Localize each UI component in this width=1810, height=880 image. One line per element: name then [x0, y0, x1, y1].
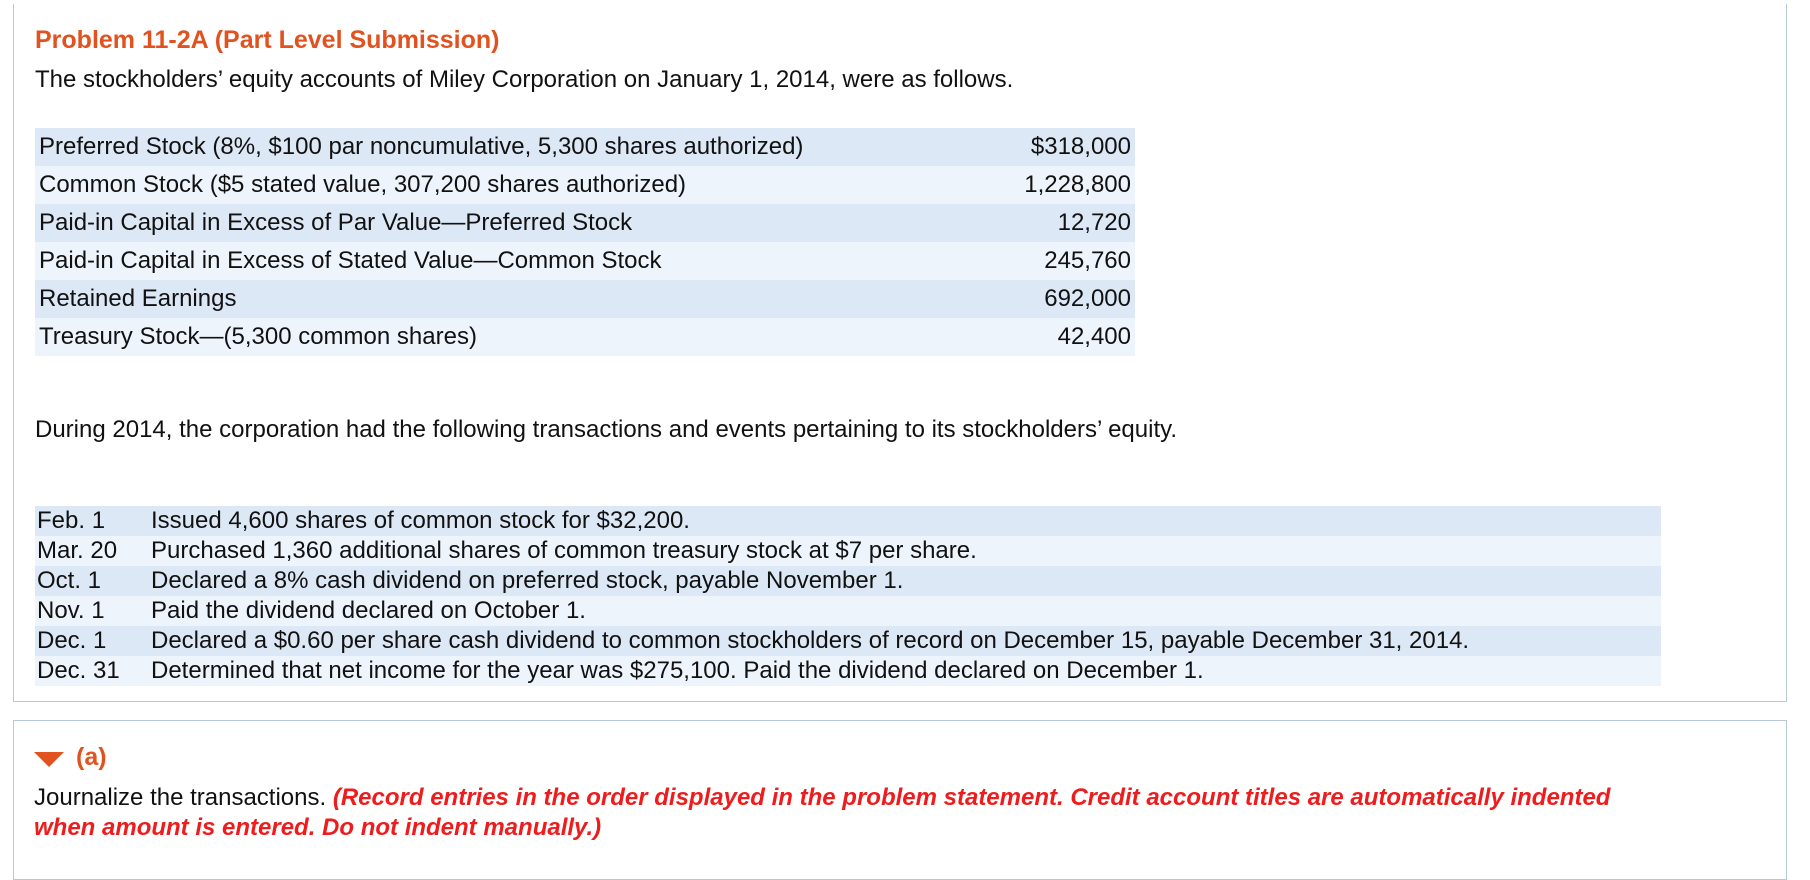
account-amount: 245,760: [993, 242, 1135, 280]
transaction-text: Declared a $0.60 per share cash dividend to common stockholders of record on December 15, payable December 31, 2014.: [149, 626, 1661, 656]
equity-accounts-table: [35, 128, 1135, 356]
account-amount: 12,720: [993, 204, 1135, 242]
transaction-date: Dec. 1: [35, 626, 149, 656]
table-row: [35, 506, 1661, 536]
transactions-table: [35, 506, 1661, 686]
instruction-text: Journalize the transactions.: [34, 784, 327, 811]
table-row: [35, 596, 1661, 626]
account-amount: 692,000: [993, 280, 1135, 318]
transaction-date: Oct. 1: [35, 566, 149, 596]
problem-panel: [13, 4, 1787, 702]
account-amount: $318,000: [993, 128, 1135, 166]
transaction-text: Paid the dividend declared on October 1.: [149, 596, 1661, 626]
transaction-text: Purchased 1,360 additional shares of common treasury stock at $7 per share.: [149, 536, 1661, 566]
account-name: Treasury Stock—(5,300 common shares): [35, 318, 993, 356]
problem-title: Problem 11-2A (Part Level Submission): [35, 26, 500, 54]
account-name: Paid-in Capital in Excess of Par Value—Preferred Stock: [35, 204, 993, 242]
table-row: [35, 626, 1661, 656]
table-row: [35, 280, 1135, 318]
part-a-instructions: [34, 783, 1634, 843]
table-row: [35, 242, 1135, 280]
part-a-panel: [13, 720, 1787, 880]
transaction-date: Dec. 31: [35, 656, 149, 686]
table-row: [35, 128, 1135, 166]
account-name: Retained Earnings: [35, 280, 993, 318]
transaction-text: Issued 4,600 shares of common stock for $32,200.: [149, 506, 1661, 536]
part-a-toggle[interactable]: [34, 743, 107, 772]
caret-down-icon[interactable]: [34, 752, 64, 767]
account-amount: 42,400: [993, 318, 1135, 356]
transaction-text: Declared a 8% cash dividend on preferred stock, payable November 1.: [149, 566, 1661, 596]
problem-intro: The stockholders’ equity accounts of Miley Corporation on January 1, 2014, were as follows.: [35, 66, 1014, 93]
transaction-date: Mar. 20: [35, 536, 149, 566]
transactions-intro: During 2014, the corporation had the following transactions and events pertaining to its stockholders’ equity.: [35, 416, 1178, 443]
transaction-date: Feb. 1: [35, 506, 149, 536]
table-row: [35, 536, 1661, 566]
account-name: Preferred Stock (8%, $100 par noncumulative, 5,300 shares authorized): [35, 128, 993, 166]
instruction-note: (Record entries in the order displayed in the problem statement. Credit account titles are automatically indented when amount is entered. Do not indent manually.): [34, 784, 1611, 841]
account-amount: 1,228,800: [993, 166, 1135, 204]
table-row: [35, 566, 1661, 596]
account-name: Paid-in Capital in Excess of Stated Value—Common Stock: [35, 242, 993, 280]
account-name: Common Stock ($5 stated value, 307,200 shares authorized): [35, 166, 993, 204]
table-row: [35, 656, 1661, 686]
transaction-date: Nov. 1: [35, 596, 149, 626]
table-row: [35, 204, 1135, 242]
transaction-text: Determined that net income for the year was $275,100. Paid the dividend declared on December 1.: [149, 656, 1661, 686]
table-row: [35, 318, 1135, 356]
table-row: [35, 166, 1135, 204]
part-a-label: (a): [76, 743, 107, 771]
